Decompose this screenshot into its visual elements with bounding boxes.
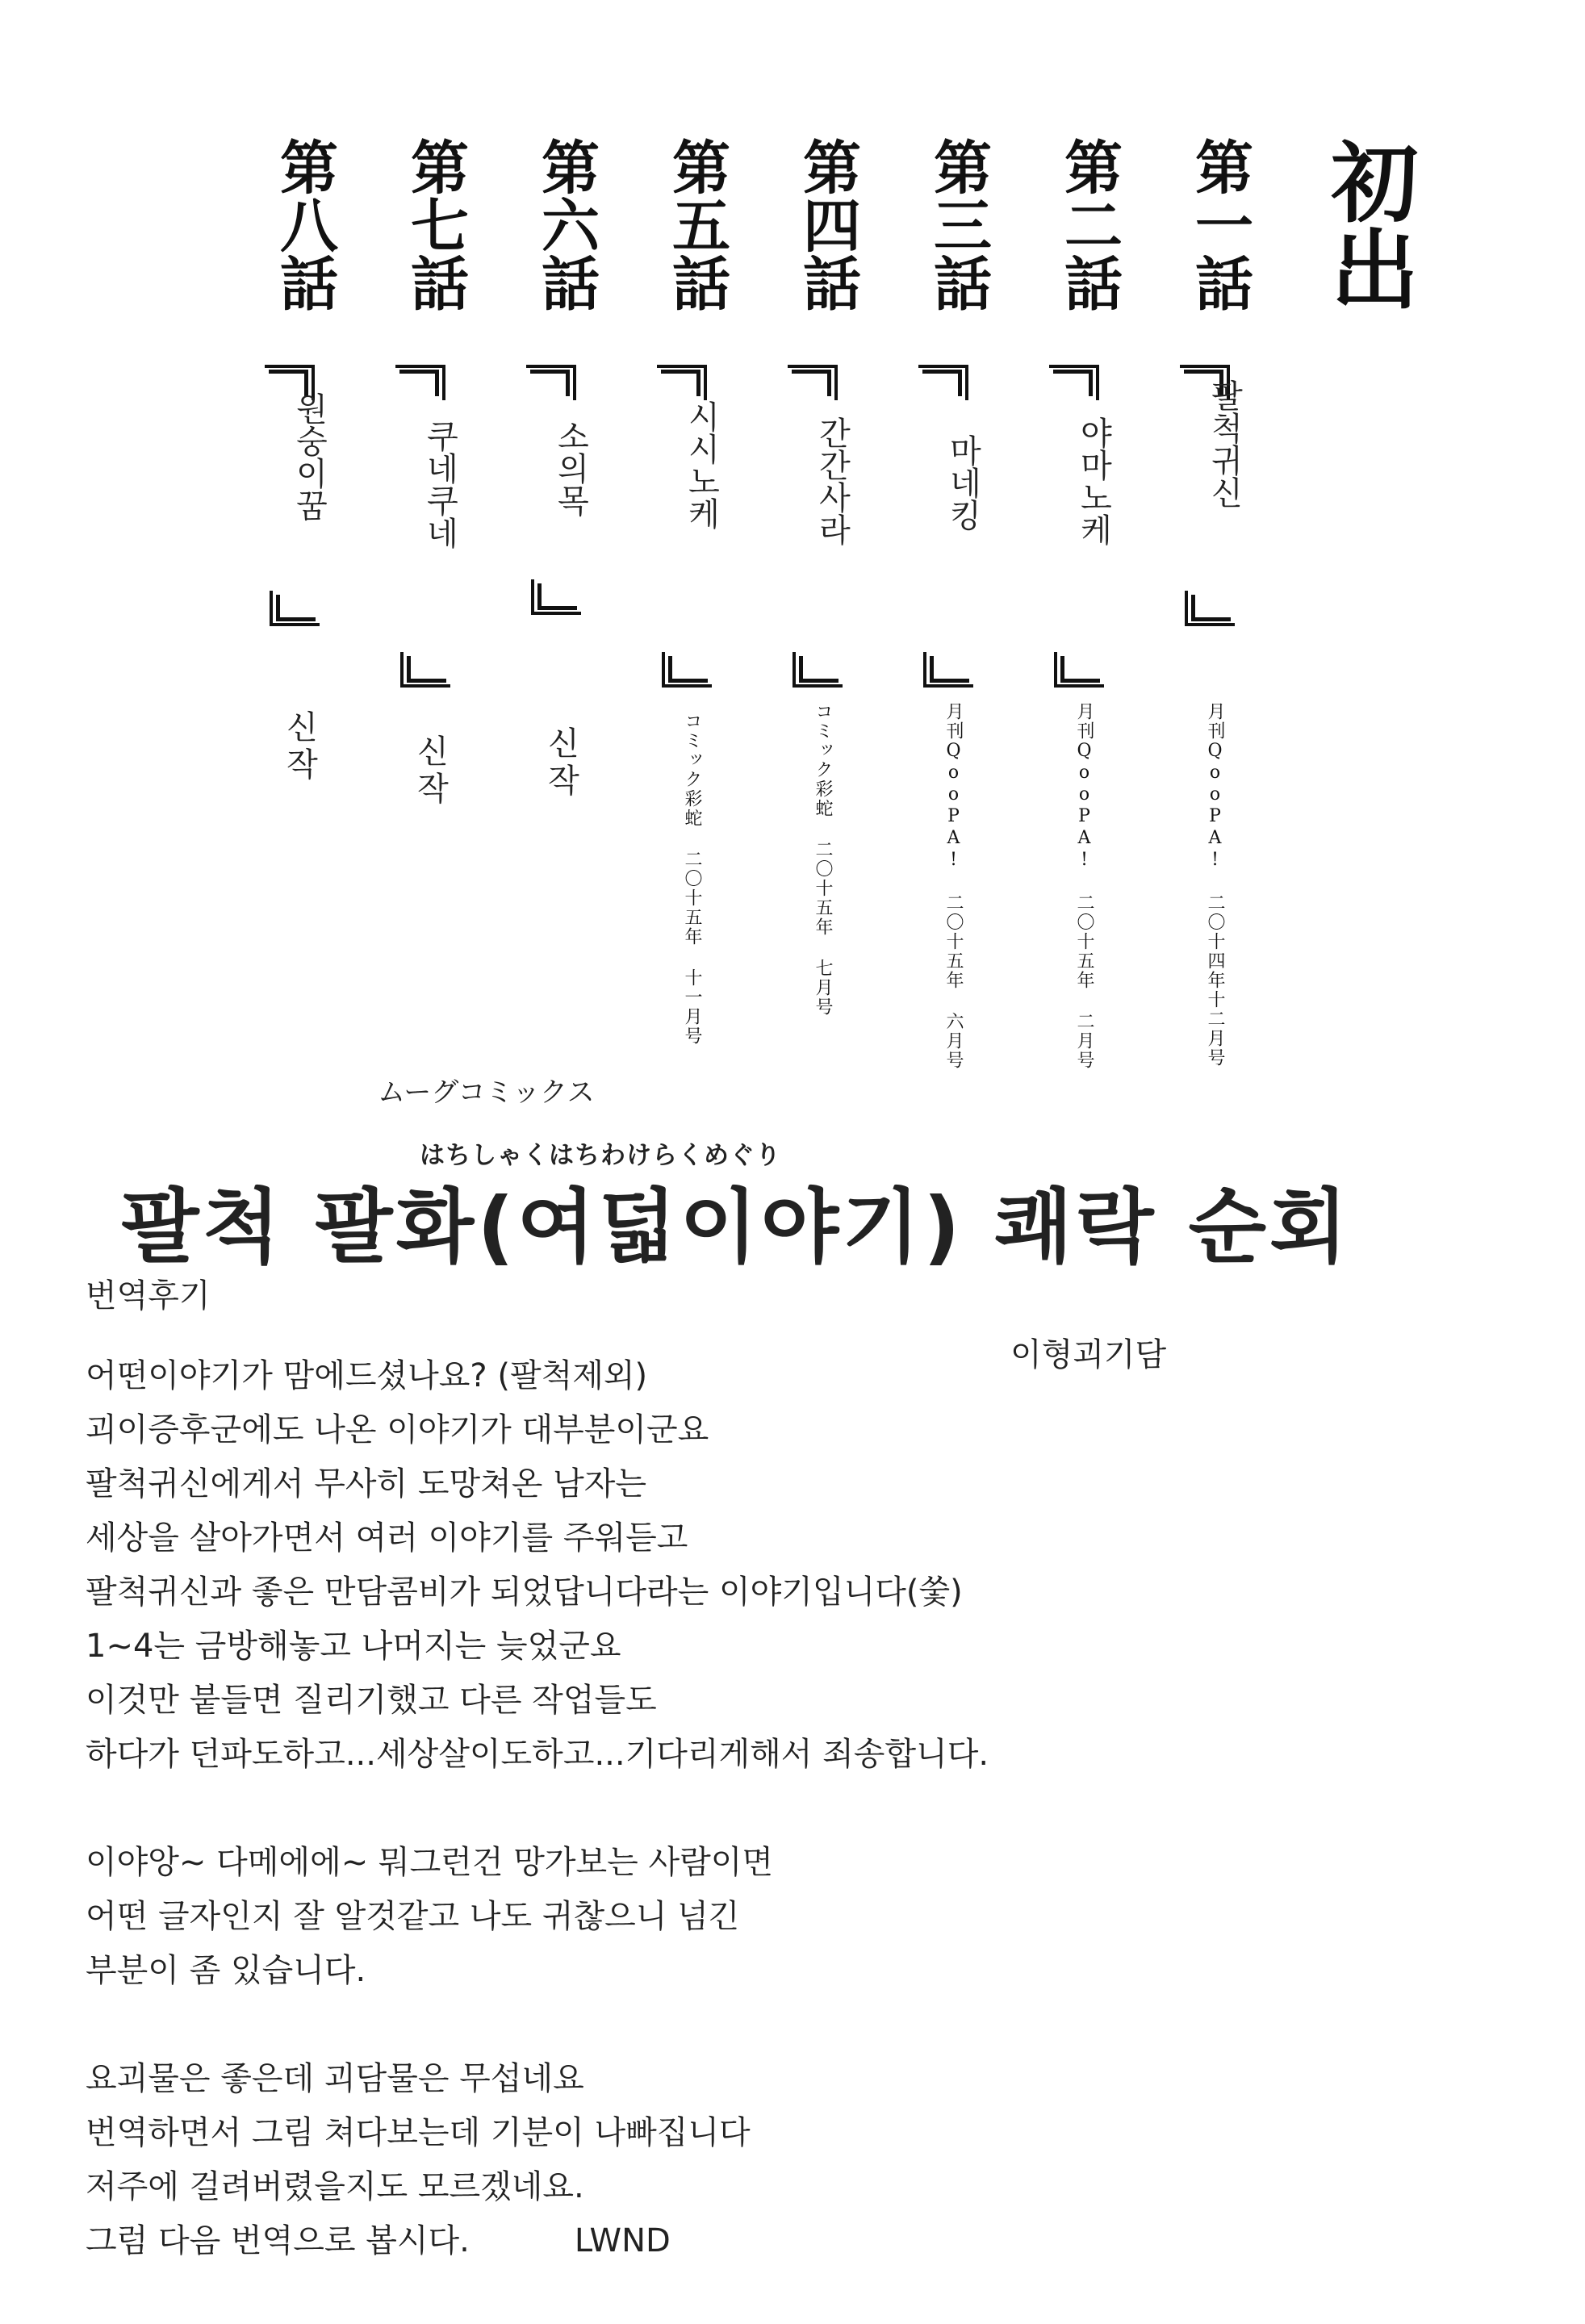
close-bracket [1185, 594, 1230, 626]
publication-info: 月刊QooPA! 二〇十五年 六月号 [943, 702, 964, 1070]
first-appearance-heading: 初出 [1316, 137, 1418, 311]
note-line: 부분이 좀 있습니다. [86, 1952, 366, 1989]
note-line: 팔척귀신에게서 무사히 도망쳐온 남자는 [86, 1465, 647, 1503]
close-bracket [923, 655, 968, 688]
publication-info: コミック彩蛇 二〇十五年 十一月号 [682, 712, 702, 1046]
episode-column-3 [901, 137, 993, 1073]
episode-column-6 [508, 137, 600, 1073]
episode-column-2 [1031, 137, 1123, 1073]
open-bracket [923, 365, 968, 410]
close-bracket [792, 655, 838, 688]
aside-note: 이형괴기담 [1010, 1336, 1167, 1373]
close-bracket [662, 655, 707, 688]
episode-number: 第六話 [532, 137, 600, 311]
episode-number: 第五話 [663, 137, 731, 311]
episode-column-5 [639, 137, 731, 1073]
notes-heading: 번역후기 [86, 1277, 211, 1315]
publication-info: コミック彩蛇 二〇十五年 七月号 [813, 702, 833, 1017]
episode-title: 야마노케 [1075, 416, 1112, 545]
episode-column-7 [378, 137, 470, 1073]
episode-title: 원숭이꿈 [291, 392, 328, 521]
episode-title: 팔척귀신 [1206, 379, 1243, 508]
close-bracket [1054, 655, 1099, 688]
closing-text: 그럼 다음 번역으로 봅시다. [86, 2222, 470, 2259]
note-line: 번역하면서 그림 쳐다보는데 기분이 나빠집니다 [86, 2114, 751, 2151]
open-bracket [531, 365, 576, 410]
translator-notes [86, 1349, 1377, 2268]
note-line: 어떤이야기가 맘에드셨나요? (팔척제외) [86, 1357, 648, 1394]
book-title: 팔척 팔화(여덟이야기) 쾌락 순회 [121, 1180, 1351, 1274]
episode-column-8 [247, 137, 339, 1073]
episode-title: 간간사라 [813, 416, 851, 545]
open-bracket [400, 365, 445, 410]
note-line: 괴이증후군에도 나온 이야기가 대부분이군요 [86, 1411, 709, 1448]
episode-number: 第一話 [1186, 137, 1254, 311]
note-line: 팔척귀신과 좋은 만담콤비가 되었답니다라는 이야기입니다(쑻) [86, 1574, 963, 1611]
translator-signature: LWND [574, 2222, 671, 2259]
episode-title: 마네킹 [944, 434, 981, 531]
episode-number: 第四話 [793, 137, 862, 311]
close-bracket [531, 583, 576, 615]
note-line: 하다가 던파도하고...세상살이도하고...기다리게해서 죄송합니다. [86, 1736, 989, 1773]
note-line: 세상을 살아가면서 여러 이야기를 주워듣고 [86, 1519, 688, 1557]
episode-number: 第二話 [1055, 137, 1123, 311]
new-work-label: 신작 [542, 726, 579, 800]
close-bracket [400, 655, 445, 688]
close-bracket [270, 594, 315, 626]
note-line: 이야앙~ 다메에에~ 뭐그런건 망가보는 사람이면 [86, 1844, 774, 1881]
new-work-label: 신작 [281, 710, 318, 784]
episode-number: 第三話 [924, 137, 993, 311]
episode-title: 시시노케 [683, 400, 720, 529]
episode-number: 第八話 [270, 137, 339, 311]
note-line: 어떤 글자인지 잘 알것같고 나도 귀찮으니 넘긴 [86, 1898, 740, 1935]
paragraph-gap [86, 1998, 1377, 2052]
note-line: 1~4는 금방해놓고 나머지는 늦었군요 [86, 1628, 621, 1665]
open-bracket [792, 365, 838, 410]
paragraph-gap [86, 1782, 1377, 1836]
episode-title: 쿠네쿠네 [421, 420, 458, 549]
publication-info: 月刊QooPA! 二〇十四年十二月号 [1205, 702, 1225, 1068]
note-line: 요괴물은 좋은데 괴담물은 무섭네요 [86, 2060, 584, 2097]
publisher-label: ムーグコミックス [378, 1076, 595, 1109]
note-line: 이것만 붙들면 질리기했고 다른 작업들도 [86, 1682, 657, 1719]
publication-info: 月刊QooPA! 二〇十五年 二月号 [1074, 702, 1094, 1070]
episode-column-1 [1162, 137, 1254, 1073]
new-work-label: 신작 [412, 734, 449, 809]
note-closing-line [86, 2214, 1377, 2268]
note-line: 저주에 걸려버렸을지도 모르겠네요. [86, 2168, 584, 2205]
episode-column-4 [770, 137, 862, 1073]
episode-title: 소의목 [552, 420, 589, 516]
book-title-furigana: はちしゃくはちわけらくめぐり [420, 1141, 781, 1170]
open-bracket [1054, 365, 1099, 410]
episode-number: 第七話 [401, 137, 470, 311]
